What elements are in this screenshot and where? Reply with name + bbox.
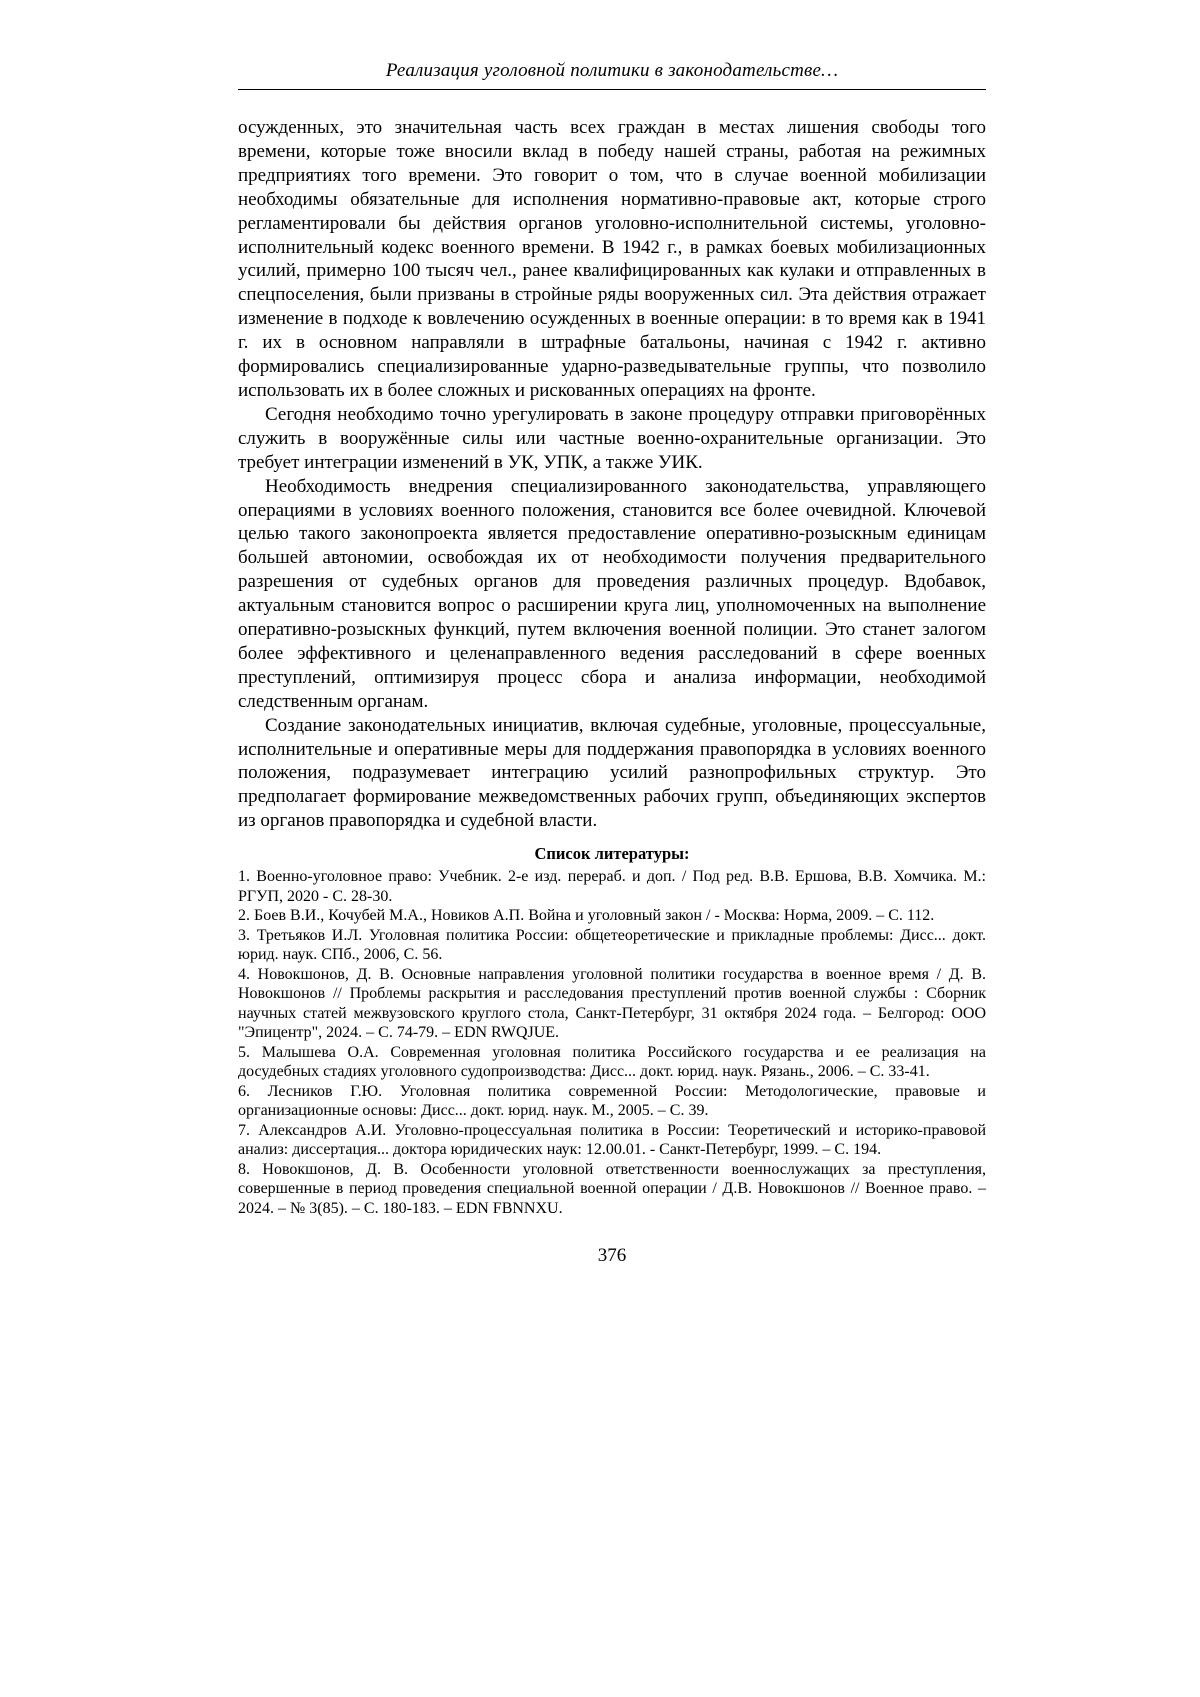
reference-item: 8. Новокшонов, Д. В. Особенности уголовной ответственности военнослужащих за преступления, совершенные в период проведения специальной военной операции / Д.В. Новокшонов // Военное право. – 2024. – № 3(85). – С. 180-183. – EDN FBNNXU.: [238, 1160, 986, 1217]
reference-item: 5. Малышева О.А. Современная уголовная политика Российского государства и ее реализация на досудебных стадиях уголовного судопроизводства: Дисс... докт. юрид. наук. Рязань., 2006. – С. 33-41.: [238, 1043, 986, 1081]
reference-item: 6. Лесников Г.Ю. Уголовная политика современной России: Методологические, правовые и организационные основы: Дисс... докт. юрид. наук. М., 2005. – С. 39.: [238, 1082, 986, 1120]
running-header: Реализация уголовной политики в законодательстве…: [238, 60, 986, 90]
reference-item: 2. Боев В.И., Кочубей М.А., Новиков А.П. Война и уголовный закон / - Москва: Норма, 2009. – С. 112.: [238, 907, 935, 925]
references-title: Список литературы:: [534, 844, 690, 864]
text-column: [238, 60, 986, 1267]
body-text: [238, 116, 986, 833]
reference-item: 7. Александров А.И. Уголовно-процессуальная политика в России: Теоретический и историко-правовой анализ: диссертация... доктора юридических наук: 12.00.01. - Санкт-Петербург, 1999. – С. 194.: [238, 1121, 986, 1159]
reference-item: 1. Военно-уголовное право: Учебник. 2-е изд. перераб. и доп. / Под ред. В.В. Ершова, В.В. Хомчика. М.: РГУП, 2020 - С. 28-30.: [238, 868, 986, 905]
paragraph: Сегодня необходимо точно урегулировать в законе процедуру отправки приговорённых служить в вооружённые силы или частные военно-охранительные организации. Это требует интеграции изменений в УК, УПК, а также УИК.: [238, 403, 986, 473]
paragraph: осужденных, это значительная часть всех граждан в местах лишения свободы того времени, которые тоже вносили вклад в победу нашей страны, работая на режимных предприятиях того времени. Это говорит о том, что в случае военной мобилизации необходимы обязательные для исполнения нормативно-правовые акт, которые строго регламентировали бы действия органов уголовно-исполнительной системы, уголовно-исполнительный кодекс военного времени. В 1942 г., в рамках боевых мобилизационных усилий, примерно 100 тысяч чел., ранее квалифицированных как кулаки и отправленных в спецпоселения, были призваны в стройные ряды вооруженных сил. Эта действия отражает изменение в подходе к вовлечению осужденных в военные операции: в то время как в 1941 г. их в основном направляли в штрафные батальоны, начиная с 1942 г. активно формировались специализированные ударно-разведывательные группы, что позволило использовать их в более сложных и рискованных операциях на фронте.: [238, 117, 986, 401]
reference-item: 4. Новокшонов, Д. В. Основные направления уголовной политики государства в военное время / Д. В. Новокшонов // Проблемы раскрытия и расследования преступлений против военной службы : Сборник научных статей межвузовского круглого стола, Санкт-Петербург, 31 октября 2024 года. – Белгород: ООО "Эпицентр", 2024. – С. 74-79. – EDN RWQJUE.: [238, 965, 986, 1042]
page-number: 376: [597, 1245, 627, 1267]
reference-item: 3. Третьяков И.Л. Уголовная политика России: общетеоретические и прикладные проблемы: Дисс... докт. юрид. наук. СПб., 2006, С. 56.: [238, 926, 986, 964]
paragraph: Необходимость внедрения специализированного законодательства, управляющего операциями в условиях военного положения, становится все более очевидной. Ключевой целью такого законопроекта является предоставление оперативно-розыскным единицам большей автономии, освобождая их от необходимости получения предварительного разрешения от судебных органов для проведения различных процедур. Вдобавок, актуальным становится вопрос о расширении круга лиц, уполномоченных на выполнение оперативно-розыскных функций, путем включения военной полиции. Это станет залогом более эффективного и целенаправленного ведения расследований в сфере военных преступлений, оптимизируя процесс сбора и анализа информации, необходимой следственным органам.: [238, 475, 986, 712]
paragraph: Создание законодательных инициатив, включая судебные, уголовные, процессуальные, исполнительные и оперативные меры для поддержания правопорядка в условиях военного положения, подразумевает интеграцию усилий разнопрофильных структур. Это предполагает формирование межведомственных рабочих групп, объединяющих экспертов из органов правопорядка и судебной власти.: [238, 714, 986, 832]
references-section: [238, 844, 986, 1218]
